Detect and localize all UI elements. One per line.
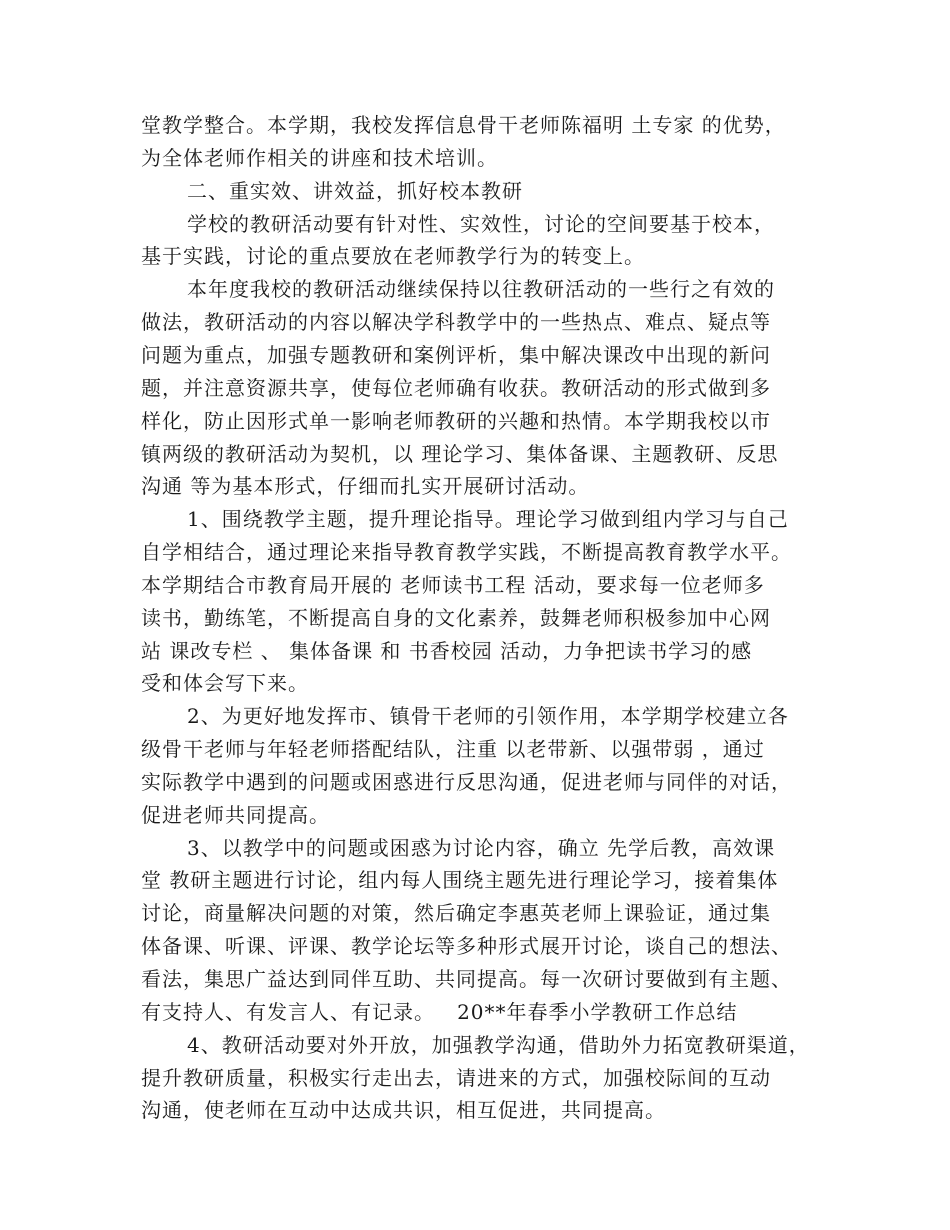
text-line: 沟通 等为基本形式，仔细而扎实开展研讨活动。 xyxy=(141,474,590,498)
text-line: 促进老师共同提高。 xyxy=(141,803,330,827)
text-line: 站 课改专栏 、 集体备课 和 书香校园 活动，力争把读书学习的感 xyxy=(141,639,753,663)
text-line: 2、为更好地发挥市、镇骨干老师的引领作用，本学期学校建立各 xyxy=(187,704,789,728)
text-line: 问题为重点，加强专题教研和案例评析，集中解决课改中出现的新问 xyxy=(141,343,771,367)
text-line: 镇两级的教研活动为契机，以 理论学习、集体备课、主题教研、反思 xyxy=(141,442,779,466)
text-line: 为全体老师作相关的讲座和技术培训。 xyxy=(141,146,498,170)
text-line: 受和体会写下来。 xyxy=(141,671,309,695)
text-line: 读书，勤练笔，不断提高自身的文化素养，鼓舞老师积极参加中心网 xyxy=(141,606,771,630)
text-line: 讨论，商量解决问题的对策，然后确定李惠英老师上课验证，通过集 xyxy=(141,901,771,925)
text-line: 学校的教研活动要有针对性、实效性，讨论的空间要基于校本， xyxy=(187,212,775,236)
text-line: 堂 教研主题进行讨论，组内每人围绕主题先进行理论学习，接着集体 xyxy=(141,868,779,892)
section-heading: 二、重实效、讲效益，抓好校本教研 xyxy=(187,179,523,203)
text-line: 题，并注意资源共享，使每位老师确有收获。教研活动的形式做到多 xyxy=(141,376,771,400)
text-line: 看法，集思广益达到同伴互助、共同提高。每一次研讨要做到有主题、 xyxy=(141,967,792,991)
text-line: 自学相结合，通过理论来指导教育教学实践，不断提高教育教学水平。 xyxy=(141,540,792,564)
text-line: 样化，防止因形式单一影响老师教研的兴趣和热情。本学期我校以市 xyxy=(141,409,771,433)
text-line: 体备课、听课、评课、教学论坛等多种形式展开讨论，谈自己的想法、 xyxy=(141,934,792,958)
text-line: 本学期结合市教育局开展的 老师读书工程 活动，要求每一位老师多 xyxy=(141,573,765,597)
text-line: 实际教学中遇到的问题或困惑进行反思沟通，促进老师与同伴的对话， xyxy=(141,770,792,794)
text-line: 3、以教学中的问题或困惑为讨论内容，确立 先学后教，高效课 xyxy=(187,836,776,860)
text-line: 堂教学整合。本学期，我校发挥信息骨干老师陈福明 土专家 的优势， xyxy=(141,113,786,137)
text-line: 本年度我校的教研活动继续保持以往教研活动的一些行之有效的 xyxy=(187,277,775,301)
text-line: 4、教研活动要对外开放，加强教学沟通，借助外力拓宽教研渠道， xyxy=(187,1033,810,1057)
text-line: 做法，教研活动的内容以解决学科教学中的一些热点、难点、疑点等 xyxy=(141,310,771,334)
text-line: 基于实践，讨论的重点要放在老师教学行为的转变上。 xyxy=(141,244,645,268)
text-line: 沟通，使老师在互动中达成共识，相互促进，共同提高。 xyxy=(141,1098,666,1122)
text-line: 级骨干老师与年轻老师搭配结队，注重 以老带新、以强带弱 ，通过 xyxy=(141,737,765,761)
text-line: 1、围绕教学主题，提升理论指导。理论学习做到组内学习与自己 xyxy=(187,507,789,531)
text-line: 有支持人、有发言人、有记录。 20**年春季小学教研工作总结 xyxy=(141,1000,738,1024)
text-line: 提升教研质量，积极实行走出去，请进来的方式，加强校际间的互动 xyxy=(141,1066,771,1090)
